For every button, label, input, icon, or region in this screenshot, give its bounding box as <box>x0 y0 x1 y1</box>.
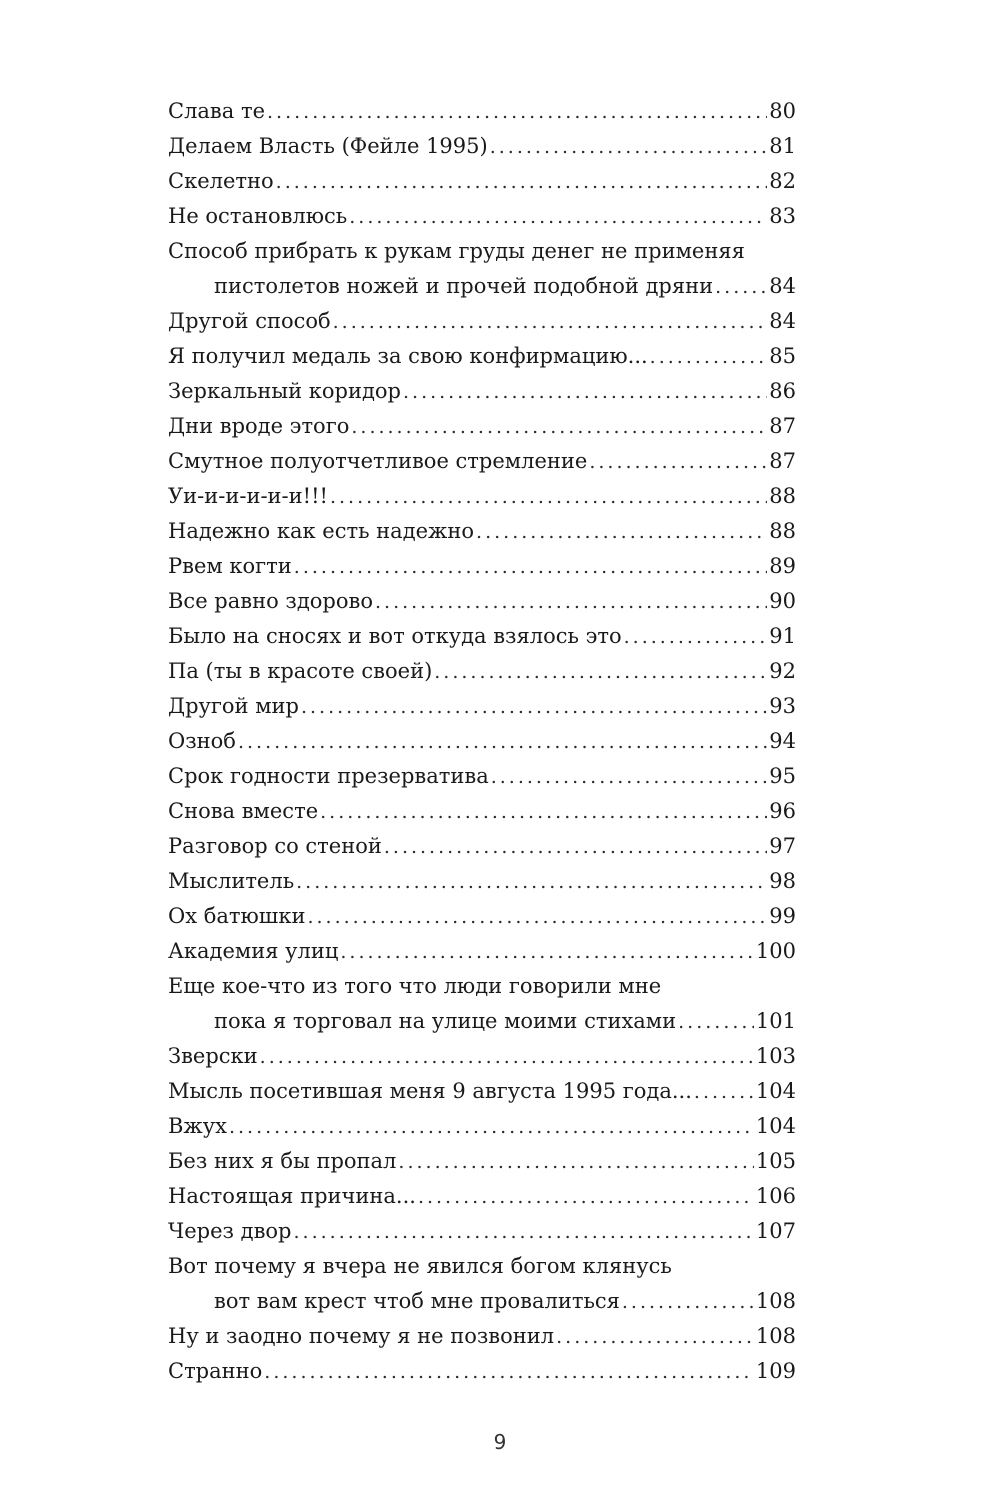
dot-leader <box>340 935 754 970</box>
toc-entry-page: 103 <box>755 1044 796 1068</box>
dot-leader <box>296 865 767 900</box>
toc-entry <box>168 1179 796 1214</box>
toc-entry <box>168 409 796 444</box>
toc-entry <box>168 899 796 934</box>
toc-entry-title: пистолетов ножей и прочей подобной дряни <box>214 274 714 298</box>
toc-entry-title: Зверски <box>168 1044 258 1068</box>
toc-entry <box>168 829 796 864</box>
toc-entry-page: 99 <box>769 904 796 928</box>
toc-entry <box>168 94 796 129</box>
toc-entry <box>168 724 796 759</box>
toc-entry-page: 92 <box>769 659 796 683</box>
toc-entry <box>168 1144 796 1179</box>
toc-entry-title: Настоящая причина... <box>168 1184 416 1208</box>
dot-leader <box>624 620 768 655</box>
toc-entry-title: Мысль посетившая меня 9 августа 1995 года... <box>168 1079 692 1103</box>
toc-entry-page: 91 <box>769 624 796 648</box>
toc-entry-page: 87 <box>769 449 796 473</box>
dot-leader <box>301 690 767 725</box>
toc-entry <box>168 864 796 899</box>
toc-entry-page: 104 <box>755 1079 796 1103</box>
toc-entry-page: 89 <box>769 554 796 578</box>
toc-entry-title: Вжух <box>168 1114 227 1138</box>
dot-leader <box>260 1040 754 1075</box>
toc-entry-page: 84 <box>769 309 796 333</box>
dot-leader <box>384 830 767 865</box>
dot-leader <box>418 1180 754 1215</box>
toc-entry <box>168 164 796 199</box>
toc-entry <box>168 584 796 619</box>
toc-entry-page: 100 <box>755 939 796 963</box>
toc-entry <box>168 1354 796 1389</box>
toc-entry-title: Другой способ <box>168 309 331 333</box>
toc-entry-title: Слава те <box>168 99 265 123</box>
dot-leader <box>375 585 767 620</box>
toc-entry-title: Срок годности презерватива <box>168 764 489 788</box>
dot-leader <box>276 165 768 200</box>
dot-leader <box>264 1355 754 1390</box>
toc-entry <box>168 759 796 794</box>
toc-entry-page: 97 <box>769 834 796 858</box>
toc-entry <box>168 199 796 234</box>
toc-entry <box>168 549 796 584</box>
toc-entry-page: 106 <box>755 1184 796 1208</box>
toc-entry <box>168 794 796 829</box>
toc-entry-title: вот вам крест чтоб мне провалиться <box>214 1289 620 1313</box>
toc-entry <box>168 1039 796 1074</box>
toc-entry <box>168 304 796 339</box>
toc-entry-title: пока я торговал на улице моими стихами <box>214 1009 677 1033</box>
toc-entry-title: Мыслитель <box>168 869 295 893</box>
toc-entry <box>168 1214 796 1249</box>
toc-entry <box>168 689 796 724</box>
dot-leader <box>476 515 767 550</box>
dot-leader <box>294 550 767 585</box>
dot-leader <box>320 795 767 830</box>
toc-entry-title: Скелетно <box>168 169 274 193</box>
dot-leader <box>490 130 768 165</box>
toc-entry-page: 81 <box>769 134 796 158</box>
toc-entry-title: Зеркальный коридор <box>168 379 401 403</box>
toc-entry-page: 88 <box>769 484 796 508</box>
dot-leader <box>333 305 768 340</box>
dot-leader <box>403 375 767 410</box>
toc-entry-page: 96 <box>769 799 796 823</box>
toc-entry-title: Рвем когти <box>168 554 292 578</box>
dot-leader <box>267 95 767 130</box>
toc-entry-title: Без них я бы пропал <box>168 1149 397 1173</box>
toc-entry <box>168 1109 796 1144</box>
dot-leader <box>294 1215 754 1250</box>
dot-leader <box>229 1110 754 1145</box>
toc-entry-page: 108 <box>755 1324 796 1348</box>
toc-entry-title: Способ прибрать к рукам груды денег не применяя <box>168 239 745 263</box>
dot-leader <box>349 200 767 235</box>
toc-entry-title: Ох батюшки <box>168 904 306 928</box>
toc-entry-title: Ну и заодно почему я не позвонил <box>168 1324 555 1348</box>
dot-leader <box>307 900 767 935</box>
toc-entry-title: Я получил медаль за свою конфирмацию... <box>168 344 648 368</box>
toc-entry-page: 85 <box>769 344 796 368</box>
toc-entry <box>168 934 796 969</box>
toc-entry <box>168 514 796 549</box>
toc-entry-title: Уи-и-и-и-и-и!!! <box>168 484 328 508</box>
toc-entry-continuation <box>168 269 796 304</box>
dot-leader <box>715 270 767 305</box>
toc-entry <box>168 479 796 514</box>
toc-entry <box>168 444 796 479</box>
toc-entry-page: 105 <box>755 1149 796 1173</box>
dot-leader <box>694 1075 754 1110</box>
toc-entry-page: 80 <box>769 99 796 123</box>
toc-entry-page: 98 <box>769 869 796 893</box>
toc-entry-page: 93 <box>769 694 796 718</box>
toc-entry-page: 82 <box>769 169 796 193</box>
toc-entry-title: Вот почему я вчера не явился богом клянусь <box>168 1254 672 1278</box>
toc-entry-title: Странно <box>168 1359 263 1383</box>
toc-entry-page: 101 <box>755 1009 796 1033</box>
toc-entry-title: Все равно здорово <box>168 589 373 613</box>
toc-entry-title: Не остановлюсь <box>168 204 348 228</box>
toc-entry-title: Через двор <box>168 1219 292 1243</box>
toc-entry-title: Было на сносях и вот откуда взялось это <box>168 624 622 648</box>
page-number: 9 <box>493 1430 507 1454</box>
dot-leader <box>330 480 767 515</box>
toc-entry-title: Еще кое-что из того что люди говорили мне <box>168 974 662 998</box>
toc-entry-page: 94 <box>769 729 796 753</box>
toc-entry <box>168 339 796 374</box>
toc-entry-page: 84 <box>769 274 796 298</box>
toc-entry-title: Надежно как есть надежно <box>168 519 475 543</box>
dot-leader <box>622 1285 754 1320</box>
dot-leader <box>398 1145 754 1180</box>
toc-entry <box>168 374 796 409</box>
toc-entry-page: 87 <box>769 414 796 438</box>
toc-entry-continuation <box>168 1004 796 1039</box>
toc-entry-page: 107 <box>755 1219 796 1243</box>
toc-entry-page: 104 <box>755 1114 796 1138</box>
toc-entry-page: 83 <box>769 204 796 228</box>
toc-entry <box>168 654 796 689</box>
dot-leader <box>678 1005 754 1040</box>
toc-entry-title: Озноб <box>168 729 236 753</box>
toc-entry-page: 108 <box>755 1289 796 1313</box>
toc-entry-title: Снова вместе <box>168 799 319 823</box>
dot-leader <box>434 655 767 690</box>
dot-leader <box>238 725 767 760</box>
toc-entry-title: Смутное полуотчетливое стремление <box>168 449 588 473</box>
toc-entry-title: Дни вроде этого <box>168 414 350 438</box>
toc-entry <box>168 1074 796 1109</box>
toc-entry-title: Разговор со стеной <box>168 834 382 858</box>
dot-leader <box>491 760 768 795</box>
toc-entry-page: 109 <box>755 1359 796 1383</box>
dot-leader <box>589 445 767 480</box>
toc-entry-title: Академия улиц <box>168 939 339 963</box>
dot-leader <box>650 340 768 375</box>
toc-entry-page: 88 <box>769 519 796 543</box>
toc-entry <box>168 234 796 269</box>
toc-entry-continuation <box>168 1284 796 1319</box>
table-of-contents <box>168 94 796 1389</box>
dot-leader <box>351 410 767 445</box>
toc-entry <box>168 1319 796 1354</box>
toc-entry-page: 86 <box>769 379 796 403</box>
toc-entry-title: Па (ты в красоте своей) <box>168 659 433 683</box>
toc-entry <box>168 969 796 1004</box>
toc-entry <box>168 129 796 164</box>
toc-entry-title: Делаем Власть (Фейле 1995) <box>168 134 488 158</box>
toc-entry-page: 90 <box>769 589 796 613</box>
toc-entry-title: Другой мир <box>168 694 299 718</box>
dot-leader <box>556 1320 754 1355</box>
toc-entry-page: 95 <box>769 764 796 788</box>
toc-entry <box>168 1249 796 1284</box>
toc-entry <box>168 619 796 654</box>
